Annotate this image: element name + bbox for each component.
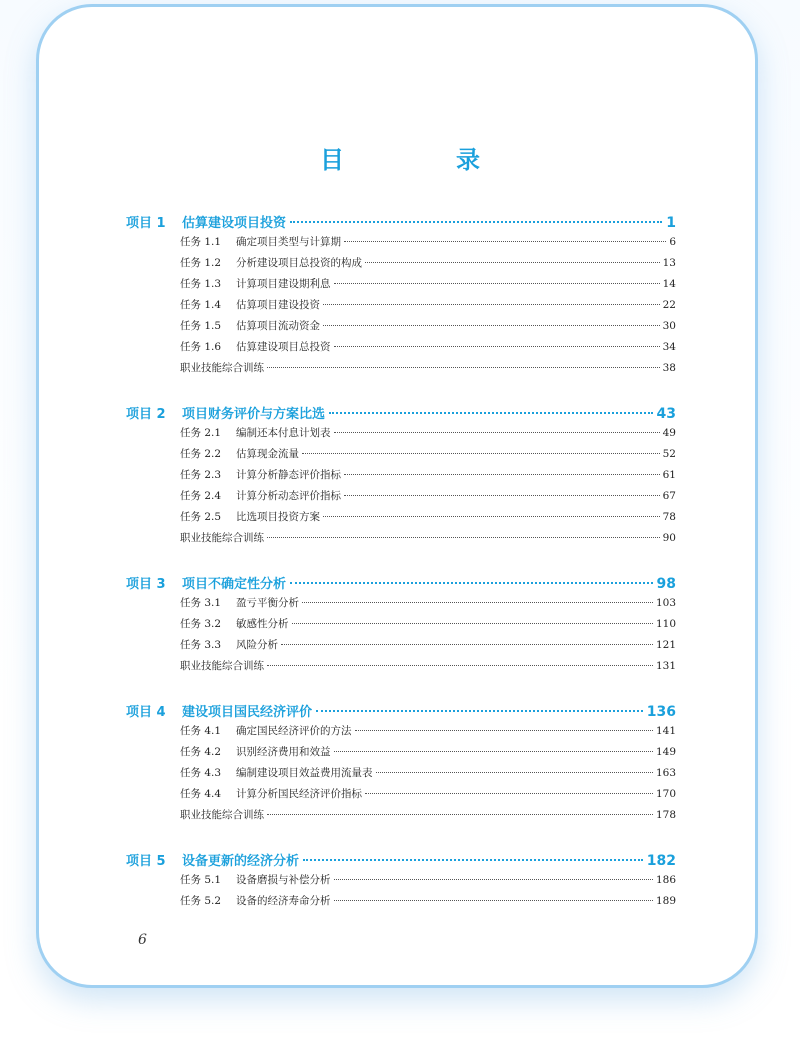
leader-dots — [281, 644, 653, 645]
leader-dots — [323, 325, 660, 326]
page-number: 6 — [138, 932, 147, 948]
leader-dots — [316, 710, 643, 712]
toc-task-entry[interactable] — [126, 530, 676, 551]
project-title: 项目不确定性分析 — [182, 577, 287, 592]
leader-dots — [302, 453, 660, 454]
section-gap — [126, 828, 676, 850]
task-title: 设备的经济寿命分析 — [236, 895, 331, 907]
toc-project-entry[interactable] — [126, 212, 676, 232]
task-number: 任务 1.6 — [180, 341, 222, 353]
toc-task-entry[interactable] — [126, 595, 676, 616]
section-gap — [126, 679, 676, 701]
task-page: 13 — [662, 257, 676, 269]
task-number: 任务 4.3 — [180, 767, 222, 779]
project-title: 项目财务评价与方案比选 — [182, 407, 326, 422]
toc-task-entry[interactable] — [126, 488, 676, 509]
toc-task-entry[interactable] — [126, 276, 676, 297]
task-page: 121 — [655, 639, 676, 651]
task-number: 任务 2.2 — [180, 448, 222, 460]
task-number: 任务 4.2 — [180, 746, 222, 758]
toc-task-entry[interactable] — [126, 318, 676, 339]
task-title: 盈亏平衡分析 — [236, 597, 299, 609]
task-title: 估算建设项目总投资 — [236, 341, 331, 353]
task-title: 编制建设项目效益费用流量表 — [236, 767, 373, 779]
section-gap — [126, 551, 676, 573]
toc-task-entry[interactable] — [126, 255, 676, 276]
leader-dots — [344, 241, 666, 242]
leader-dots — [334, 751, 653, 752]
task-number: 任务 1.1 — [180, 236, 222, 248]
task-title: 职业技能综合训练 — [180, 660, 264, 672]
task-title: 风险分析 — [236, 639, 278, 651]
task-number: 任务 3.3 — [180, 639, 222, 651]
leader-dots — [334, 283, 660, 284]
task-page: 38 — [662, 362, 676, 374]
leader-dots — [303, 859, 643, 861]
toc-task-entry[interactable] — [126, 637, 676, 658]
task-page: 189 — [655, 895, 676, 907]
task-page: 163 — [655, 767, 676, 779]
task-number: 任务 2.1 — [180, 427, 222, 439]
toc-task-entry[interactable] — [126, 744, 676, 765]
task-title: 识别经济费用和效益 — [236, 746, 331, 758]
toc-task-entry[interactable] — [126, 360, 676, 381]
task-title: 计算项目建设期利息 — [236, 278, 331, 290]
toc-task-entry[interactable] — [126, 467, 676, 488]
task-number: 任务 3.1 — [180, 597, 222, 609]
leader-dots — [355, 730, 653, 731]
toc-project-entry[interactable] — [126, 850, 676, 870]
task-page: 186 — [655, 874, 676, 886]
leader-dots — [344, 495, 660, 496]
task-page: 141 — [655, 725, 676, 737]
task-title: 职业技能综合训练 — [180, 809, 264, 821]
project-number: 项目 2 — [126, 407, 166, 422]
project-number: 项目 4 — [126, 705, 166, 720]
task-title: 比选项目投资方案 — [236, 511, 320, 523]
leader-dots — [329, 412, 653, 414]
task-page: 170 — [655, 788, 676, 800]
leader-dots — [267, 665, 653, 666]
task-page: 49 — [662, 427, 676, 439]
task-page: 131 — [655, 660, 676, 672]
leader-dots — [344, 474, 660, 475]
leader-dots — [334, 900, 653, 901]
project-number: 项目 3 — [126, 577, 166, 592]
task-page: 90 — [662, 532, 676, 544]
toc-task-entry[interactable] — [126, 872, 676, 893]
task-title: 设备磨损与补偿分析 — [236, 874, 331, 886]
task-number: 任务 2.4 — [180, 490, 222, 502]
toc-task-entry[interactable] — [126, 658, 676, 679]
task-page: 149 — [655, 746, 676, 758]
toc-project-entry[interactable] — [126, 403, 676, 423]
task-title: 确定项目类型与计算期 — [236, 236, 341, 248]
task-page: 22 — [662, 299, 676, 311]
task-number: 任务 1.3 — [180, 278, 222, 290]
task-number: 任务 2.5 — [180, 511, 222, 523]
project-title: 估算建设项目投资 — [182, 216, 287, 231]
task-title: 估算现金流量 — [236, 448, 299, 460]
task-number: 任务 5.1 — [180, 874, 222, 886]
task-number: 任务 4.4 — [180, 788, 222, 800]
task-page: 78 — [662, 511, 676, 523]
toc-task-entry[interactable] — [126, 893, 676, 914]
project-page: 182 — [646, 853, 676, 869]
project-page: 1 — [666, 215, 676, 231]
leader-dots — [334, 346, 660, 347]
section-gap — [126, 381, 676, 403]
task-page: 52 — [662, 448, 676, 460]
leader-dots — [302, 602, 653, 603]
toc-project-entry[interactable] — [126, 573, 676, 593]
task-title: 编制还本付息计划表 — [236, 427, 331, 439]
task-page: 103 — [655, 597, 676, 609]
toc-task-entry[interactable] — [126, 807, 676, 828]
task-title: 分析建设项目总投资的构成 — [236, 257, 362, 269]
leader-dots — [267, 814, 653, 815]
task-number: 任务 4.1 — [180, 725, 222, 737]
task-number: 任务 3.2 — [180, 618, 222, 630]
task-page: 6 — [669, 236, 676, 248]
toc-task-entry[interactable] — [126, 786, 676, 807]
leader-dots — [365, 793, 653, 794]
project-number: 项目 5 — [126, 854, 166, 869]
toc-task-entry[interactable] — [126, 446, 676, 467]
task-page: 67 — [662, 490, 676, 502]
task-title: 确定国民经济评价的方法 — [236, 725, 352, 737]
toc-task-entry[interactable] — [126, 723, 676, 744]
toc-task-entry[interactable] — [126, 509, 676, 530]
task-title: 敏感性分析 — [236, 618, 289, 630]
leader-dots — [290, 221, 662, 223]
toc-task-entry[interactable] — [126, 616, 676, 637]
table-of-contents — [126, 212, 676, 914]
task-title: 职业技能综合训练 — [180, 532, 264, 544]
toc-task-entry[interactable] — [126, 425, 676, 446]
task-page: 30 — [662, 320, 676, 332]
leader-dots — [323, 304, 660, 305]
task-title: 计算分析静态评价指标 — [236, 469, 341, 481]
project-page: 98 — [656, 576, 676, 592]
leader-dots — [376, 772, 653, 773]
project-title: 设备更新的经济分析 — [182, 854, 300, 869]
task-title: 估算项目建设投资 — [236, 299, 320, 311]
toc-task-entry[interactable] — [126, 234, 676, 255]
project-page: 136 — [646, 704, 676, 720]
leader-dots — [334, 432, 660, 433]
project-number: 项目 1 — [126, 216, 166, 231]
leader-dots — [290, 582, 653, 584]
leader-dots — [267, 537, 660, 538]
leader-dots — [292, 623, 653, 624]
leader-dots — [323, 516, 660, 517]
task-title: 职业技能综合训练 — [180, 362, 264, 374]
task-number: 任务 5.2 — [180, 895, 222, 907]
leader-dots — [267, 367, 660, 368]
task-title: 计算分析动态评价指标 — [236, 490, 341, 502]
toc-task-entry[interactable] — [126, 765, 676, 786]
task-page: 178 — [655, 809, 676, 821]
project-title: 建设项目国民经济评价 — [182, 705, 313, 720]
project-page: 43 — [656, 406, 676, 422]
task-title: 计算分析国民经济评价指标 — [236, 788, 362, 800]
page-title: 目 录 — [320, 146, 524, 174]
task-page: 110 — [655, 618, 676, 630]
toc-project-entry[interactable] — [126, 701, 676, 721]
task-title: 估算项目流动资金 — [236, 320, 320, 332]
task-page: 61 — [662, 469, 676, 481]
leader-dots — [365, 262, 660, 263]
task-page: 34 — [662, 341, 676, 353]
toc-task-entry[interactable] — [126, 339, 676, 360]
task-number: 任务 2.3 — [180, 469, 222, 481]
toc-task-entry[interactable] — [126, 297, 676, 318]
task-number: 任务 1.4 — [180, 299, 222, 311]
task-number: 任务 1.2 — [180, 257, 222, 269]
leader-dots — [334, 879, 653, 880]
task-page: 14 — [662, 278, 676, 290]
task-number: 任务 1.5 — [180, 320, 222, 332]
